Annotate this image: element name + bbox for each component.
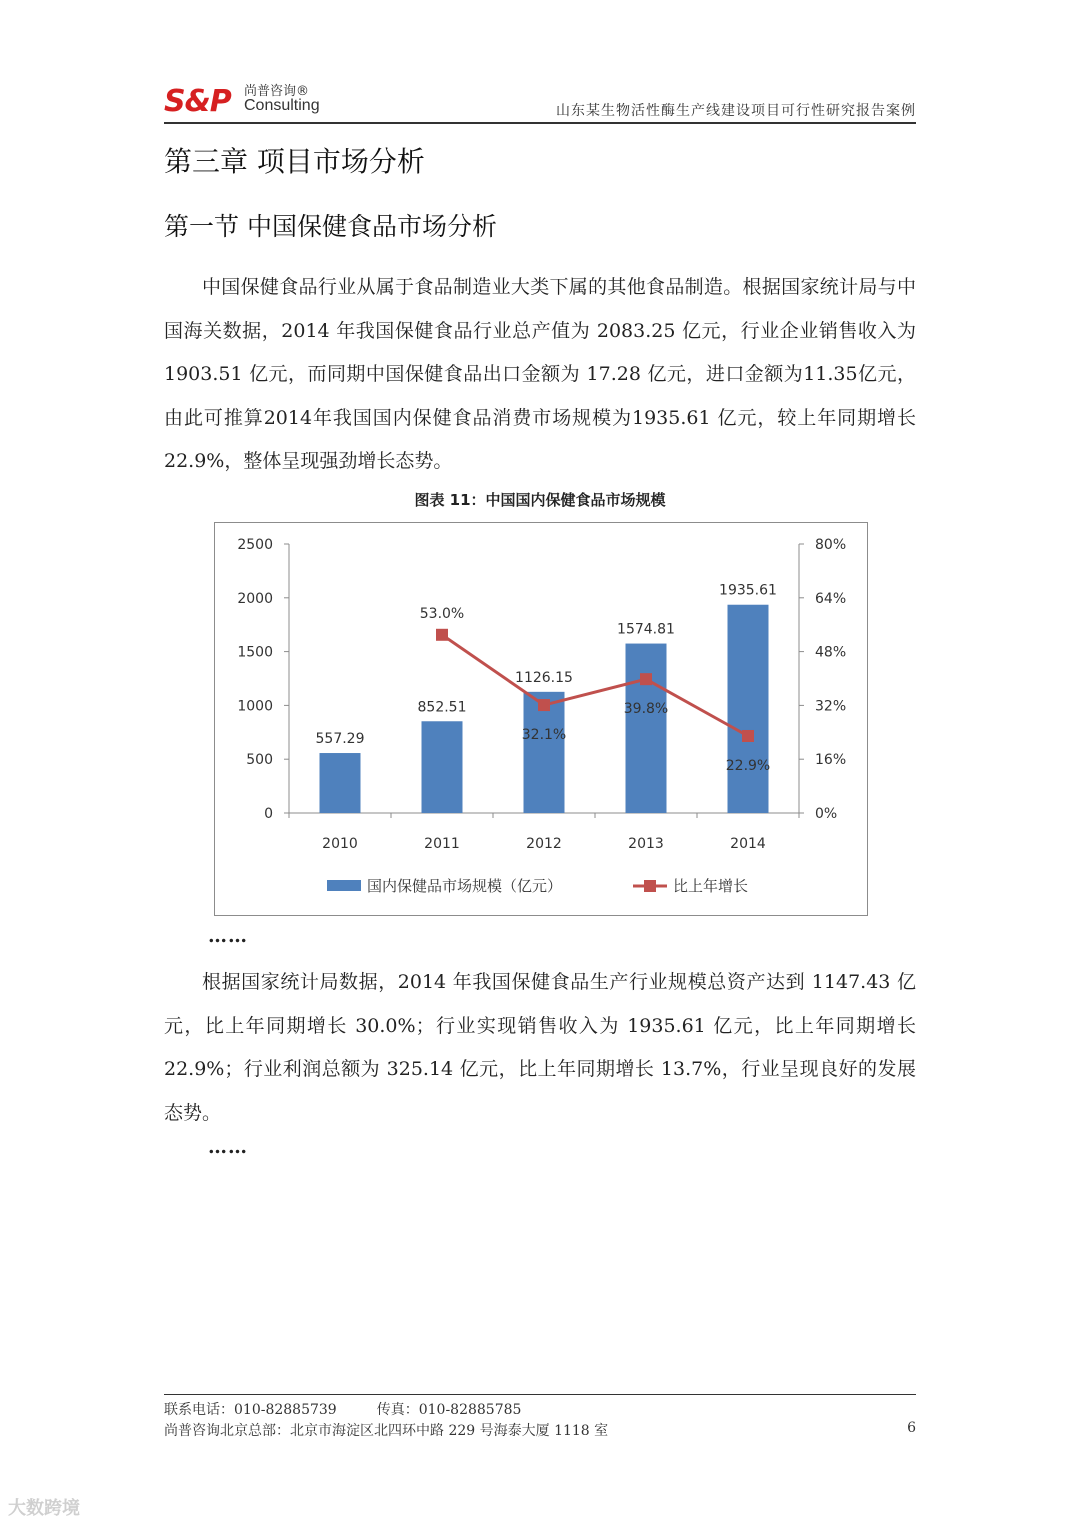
ellipsis-2: …… [208,1136,248,1158]
right-tick-label: 64% [815,590,847,607]
growth-point [538,699,550,711]
bar [623,644,669,813]
growth-point [742,730,754,742]
bar-data-label: 557.29 [315,731,365,748]
right-tick-label: 32% [815,698,847,715]
left-tick-label: 0 [264,806,273,822]
growth-point [640,673,652,685]
bar [422,721,463,813]
left-tick-label: 1000 [237,698,273,715]
right-tick-label: 80% [815,537,847,553]
footer-phone: 联系电话：010-82885739 [164,1402,337,1418]
bar [725,605,771,813]
growth-data-label: 39.8% [623,701,669,718]
footer-fax: 传真：010-82885785 [376,1402,522,1418]
chart-container [214,522,868,916]
x-tick-label: 2014 [730,836,766,852]
logo-mark: S&P [164,84,231,119]
growth-data-label: 22.9% [725,757,771,774]
legend-bar-label: 国内保健品市场规模（亿元） [367,877,563,895]
bar-data-label: 1935.61 [719,582,777,599]
growth-line [442,635,748,736]
footer-address: 尚普咨询北京总部：北京市海淀区北四环中路 229 号海泰大厦 1118 室 [164,1423,609,1439]
section-title: 第一节 中国保健食品市场分析 [164,212,497,241]
growth-point [436,629,448,641]
legend-line-label: 比上年增长 [673,877,749,895]
intro-paragraph: 中国保健食品行业从属于食品制造业大类下属的其他食品制造。根据国家统计局与中国海关数据，2014 年我国保健食品行业总产值为 2083.25 亿元，行业企业销售收入为 1903.51 亿元，而同期中国保健食品出口金额为 17.28 亿元，进口金额为11.35亿元，由此可推算2014年我国国内保健食品消费市场规模为1935.61 亿元，较上年同期增长 22.9%，整体呈现强劲增长态势。 [164,276,916,472]
right-tick-label: 48% [815,644,847,661]
footer-contact [164,1399,521,1419]
x-tick-label: 2011 [424,836,460,852]
industry-paragraph: 根据国家统计局数据，2014 年我国保健食品生产行业规模总资产达到 1147.43 亿元，比上年同期增长 30.0%；行业实现销售收入为 1935.61 亿元，比上年同期增长 22.9%；行业利润总额为 325.14 亿元，比上年同期增长 13.7%，行业呈现良好的发展态势。 [164,971,916,1124]
combo-chart [215,523,867,915]
legend-line-marker [644,880,656,892]
report-title: 山东某生物活性酶生产线建设项目可行性研究报告案例 [556,103,916,119]
bar-data-label: 852.51 [417,699,467,716]
left-tick-label: 2000 [237,590,273,607]
company-logo [164,80,334,120]
growth-data-label: 53.0% [419,605,465,622]
right-tick-label: 0% [815,806,838,822]
ellipsis-1: …… [208,925,248,947]
logo-english-name: Consulting [244,97,320,114]
left-tick-label: 1500 [237,644,273,661]
bar-data-label: 1574.81 [617,621,675,638]
x-tick-label: 2012 [526,836,562,852]
page-footer [164,1394,916,1445]
x-tick-label: 2010 [322,836,358,852]
chapter-title: 第三章 项目市场分析 [164,145,425,178]
left-tick-label: 2500 [237,537,273,553]
page-header [164,78,916,124]
growth-data-label: 32.1% [521,727,567,744]
left-tick-label: 500 [246,752,273,769]
bar [320,753,361,813]
legend-bar-swatch [327,880,361,891]
logo-chinese-name: 尚普咨询® [244,84,310,99]
header-divider [164,122,916,124]
watermark: 大数跨境 [8,1498,80,1519]
right-tick-label: 16% [815,752,847,769]
page-number: 6 [907,1420,916,1436]
bar-data-label: 1126.15 [515,669,573,686]
figure-caption: 图表 11：中国国内保健食品市场规模 [414,491,666,509]
x-tick-label: 2013 [628,836,664,852]
